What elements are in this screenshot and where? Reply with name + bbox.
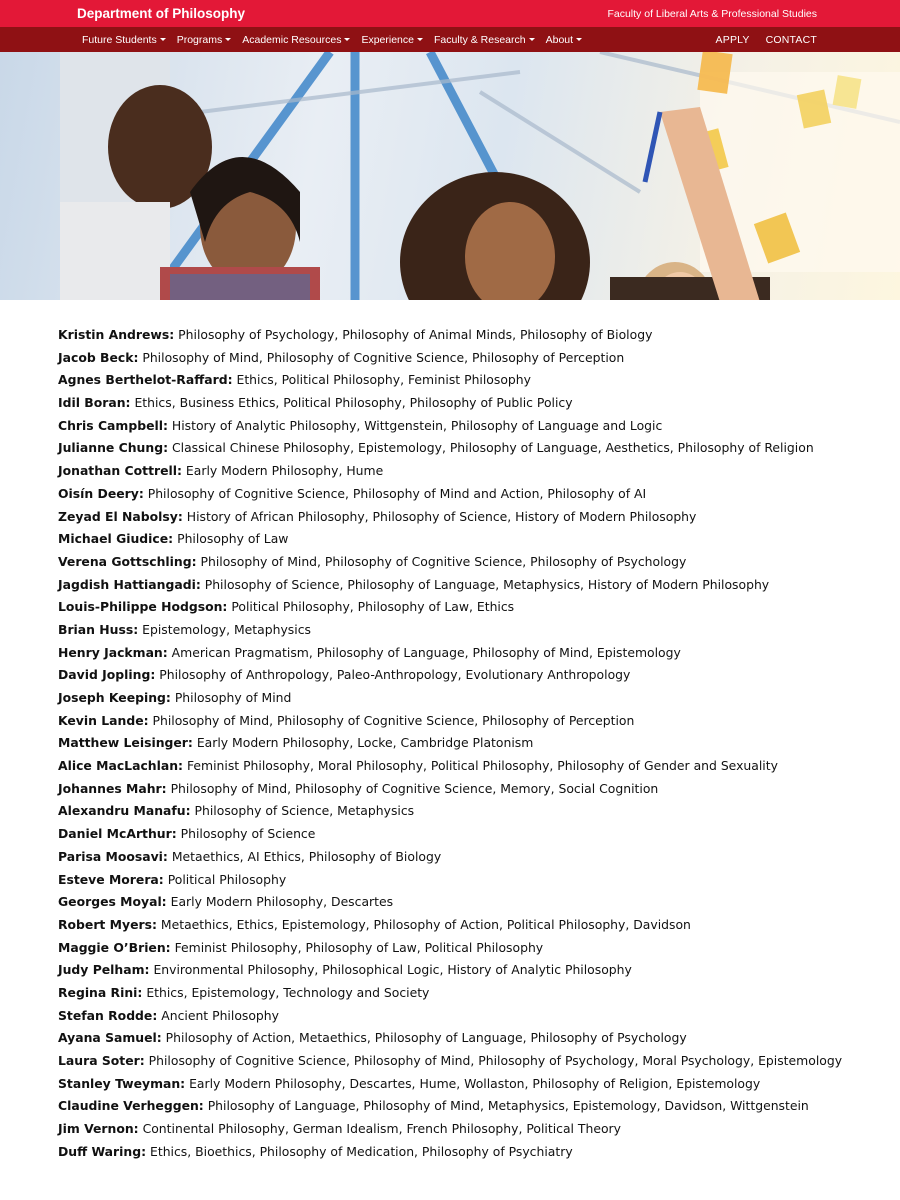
faculty-areas: Philosophy of Mind, Philosophy of Cognitive Science, Philosophy of Perception [152, 712, 635, 728]
faculty-areas: Political Philosophy [167, 871, 287, 887]
faculty-areas: Philosophy of Cognitive Science, Philosophy of Mind, Philosophy of Psychology, Moral Psychology, Epistemology [148, 1053, 843, 1068]
list-item [58, 551, 900, 574]
faculty-name: Stanley Tweyman: [58, 1075, 186, 1091]
nav-programs[interactable] [177, 34, 232, 46]
faculty-areas: Philosophy of Language, Philosophy of Mind, Metaphysics, Epistemology, Davidson, Wittgenstein [207, 1098, 809, 1114]
faculty-areas: Metaethics, AI Ethics, Philosophy of Biology [171, 848, 442, 864]
faculty-areas: Philosophy of Mind [174, 690, 292, 705]
list-item [58, 664, 900, 687]
contact-link[interactable]: CONTACT [765, 33, 817, 46]
faculty-name: Jim Vernon: [58, 1121, 139, 1137]
nav-label: Programs [176, 33, 223, 46]
faculty-areas: Philosophy of Psychology, Philosophy of Animal Minds, Philosophy of Biology [178, 327, 653, 342]
chevron-down-icon [529, 38, 535, 41]
faculty-name: Kevin Lande: [58, 712, 149, 728]
list-item [58, 596, 900, 619]
nav-future-students[interactable] [82, 34, 166, 46]
faculty-name: Jonathan Cottrell: [58, 463, 182, 479]
list-item [58, 1027, 900, 1050]
list-item [58, 1141, 900, 1164]
faculty-name: Ayana Samuel: [58, 1030, 162, 1046]
faculty-name: Michael Giudice: [58, 531, 174, 547]
list-item [58, 755, 900, 778]
faculty-areas: Political Philosophy, Philosophy of Law, Ethics [231, 599, 515, 615]
faculty-name: Verena Gottschling: [58, 553, 197, 569]
list-item [58, 778, 900, 801]
nav-label: Academic Resources [242, 33, 342, 46]
list-item [58, 914, 900, 937]
nav-academic-resources[interactable] [242, 34, 350, 46]
list-item [58, 506, 900, 529]
list-item [58, 1005, 900, 1028]
faculty-areas: Ethics, Epistemology, Technology and Society [146, 984, 430, 1000]
faculty-areas: Epistemology, Metaphysics [142, 621, 311, 637]
list-item [58, 460, 900, 483]
faculty-name: Idil Boran: [58, 395, 131, 411]
nav-label: Experience [361, 33, 414, 46]
faculty-areas: Feminist Philosophy, Philosophy of Law, Political Philosophy [174, 939, 544, 955]
faculty-areas: Early Modern Philosophy, Locke, Cambridge Platonism [196, 735, 534, 751]
nav-about[interactable] [546, 34, 582, 46]
faculty-areas: Philosophy of Science [180, 826, 316, 842]
faculty-list [0, 300, 900, 1163]
faculty-areas: Philosophy of Law [177, 531, 289, 547]
top-header-bar [0, 0, 900, 27]
faculty-name: Claudine Verheggen: [58, 1098, 204, 1114]
chevron-down-icon [160, 38, 166, 41]
main-navigation [0, 27, 900, 52]
faculty-name: Zeyad El Nabolsy: [58, 508, 183, 524]
faculty-name: Matthew Leisinger: [58, 735, 193, 751]
faculty-areas: Philosophy of Science, Metaphysics [194, 803, 415, 819]
faculty-areas: Philosophy of Cognitive Science, Philosophy of Mind and Action, Philosophy of AI [147, 485, 647, 501]
faculty-name: Georges Moyal: [58, 894, 167, 910]
faculty-name: Chris Campbell: [58, 417, 168, 433]
faculty-name: Joseph Keeping: [58, 690, 171, 705]
list-item [58, 846, 900, 869]
faculty-areas: History of African Philosophy, Philosophy of Science, History of Modern Philosophy [186, 508, 697, 524]
faculty-areas: Philosophy of Mind, Philosophy of Cognitive Science, Philosophy of Psychology [200, 553, 687, 569]
list-item [58, 1050, 900, 1073]
list-item [58, 1095, 900, 1118]
faculty-name: Brian Huss: [58, 621, 139, 637]
nav-label: About [545, 33, 574, 46]
list-item [58, 1073, 900, 1096]
faculty-name: Duff Waring: [58, 1143, 147, 1159]
faculty-name: Judy Pelham: [58, 962, 150, 978]
faculty-name: Stefan Rodde: [58, 1007, 158, 1023]
faculty-name: David Jopling: [58, 667, 156, 683]
list-item [58, 392, 900, 415]
list-item [58, 732, 900, 755]
list-item [58, 347, 900, 370]
faculty-areas: Ethics, Bioethics, Philosophy of Medication, Philosophy of Psychiatry [150, 1143, 573, 1159]
faculty-areas: Ethics, Business Ethics, Political Philosophy, Philosophy of Public Policy [134, 395, 573, 411]
faculty-areas: History of Analytic Philosophy, Wittgenstein, Philosophy of Language and Logic [171, 417, 663, 433]
chevron-down-icon [344, 38, 350, 41]
faculty-name: Jagdish Hattiangadi: [58, 576, 201, 592]
list-item [58, 437, 900, 460]
list-item [58, 891, 900, 914]
faculty-name: Regina Rini: [58, 984, 143, 1000]
faculty-name: Maggie O’Brien: [58, 939, 171, 955]
list-item [58, 483, 900, 506]
faculty-name: Agnes Berthelot-Raffard: [58, 372, 233, 388]
apply-link[interactable]: APPLY [715, 33, 750, 46]
faculty-name: Jacob Beck: [58, 349, 139, 365]
faculty-areas: Early Modern Philosophy, Descartes, Hume, Wollaston, Philosophy of Religion, Epistemology [189, 1075, 761, 1091]
chevron-down-icon [225, 38, 231, 41]
list-item [58, 869, 900, 892]
list-item [58, 415, 900, 438]
nav-experience[interactable] [361, 34, 423, 46]
faculty-areas: Metaethics, Ethics, Epistemology, Philosophy of Action, Political Philosophy, Davidson [160, 916, 691, 932]
hero-banner-image [0, 52, 900, 300]
faculty-name: Henry Jackman: [58, 644, 168, 660]
nav-label: Faculty & Research [433, 33, 526, 46]
faculty-areas: Ethics, Political Philosophy, Feminist Philosophy [236, 372, 531, 388]
faculty-areas: Philosophy of Mind, Philosophy of Cognitive Science, Memory, Social Cognition [170, 780, 659, 796]
faculty-areas: Early Modern Philosophy, Descartes [170, 894, 394, 910]
list-item [58, 574, 900, 597]
faculty-link[interactable]: Faculty of Liberal Arts & Professional Studies [607, 7, 817, 20]
list-item [58, 528, 900, 551]
nav-menu [82, 34, 582, 46]
chevron-down-icon [417, 38, 423, 41]
faculty-name: Alice MacLachlan: [58, 758, 183, 774]
nav-faculty-research[interactable] [434, 34, 535, 46]
list-item [58, 710, 900, 733]
students-photo-illustration [0, 52, 900, 300]
faculty-areas: Philosophy of Science, Philosophy of Language, Metaphysics, History of Modern Philosophy [204, 576, 770, 592]
faculty-areas: Philosophy of Mind, Philosophy of Cognitive Science, Philosophy of Perception [142, 349, 625, 365]
list-item [58, 959, 900, 982]
list-item [58, 687, 900, 710]
faculty-areas: Continental Philosophy, German Idealism, French Philosophy, Political Theory [142, 1121, 621, 1137]
list-item [58, 937, 900, 960]
list-item [58, 642, 900, 665]
list-item [58, 982, 900, 1005]
list-item [58, 823, 900, 846]
list-item [58, 369, 900, 392]
list-item [58, 1118, 900, 1141]
nav-label: Future Students [82, 33, 157, 46]
faculty-areas: Ancient Philosophy [161, 1007, 279, 1023]
list-item [58, 324, 900, 347]
nav-actions [716, 34, 817, 46]
faculty-name: Parisa Moosavi: [58, 848, 168, 864]
list-item [58, 800, 900, 823]
faculty-name: Johannes Mahr: [58, 780, 167, 796]
faculty-areas: American Pragmatism, Philosophy of Language, Philosophy of Mind, Epistemology [171, 644, 681, 660]
faculty-name: Esteve Morera: [58, 871, 164, 887]
faculty-name: Kristin Andrews: [58, 327, 175, 342]
faculty-name: Laura Soter: [58, 1053, 145, 1068]
list-item [58, 619, 900, 642]
faculty-areas: Classical Chinese Philosophy, Epistemology, Philosophy of Language, Aesthetics, Philosophy of Religion [171, 440, 814, 456]
faculty-areas: Early Modern Philosophy, Hume [185, 463, 384, 479]
faculty-name: Alexandru Manafu: [58, 803, 191, 819]
faculty-name: Daniel McArthur: [58, 826, 177, 842]
chevron-down-icon [576, 38, 582, 41]
faculty-areas: Feminist Philosophy, Moral Philosophy, Political Philosophy, Philosophy of Gender and Sexuality [186, 758, 778, 774]
faculty-name: Robert Myers: [58, 916, 157, 932]
faculty-name: Oisín Deery: [58, 485, 144, 501]
faculty-areas: Philosophy of Action, Metaethics, Philosophy of Language, Philosophy of Psychology [165, 1030, 687, 1046]
department-title-link[interactable]: Department of Philosophy [77, 6, 246, 21]
faculty-areas: Philosophy of Anthropology, Paleo-Anthropology, Evolutionary Anthropology [159, 667, 631, 683]
faculty-name: Louis-Philippe Hodgson: [58, 599, 228, 615]
faculty-areas: Environmental Philosophy, Philosophical Logic, History of Analytic Philosophy [153, 962, 632, 978]
faculty-name: Julianne Chung: [58, 440, 169, 456]
